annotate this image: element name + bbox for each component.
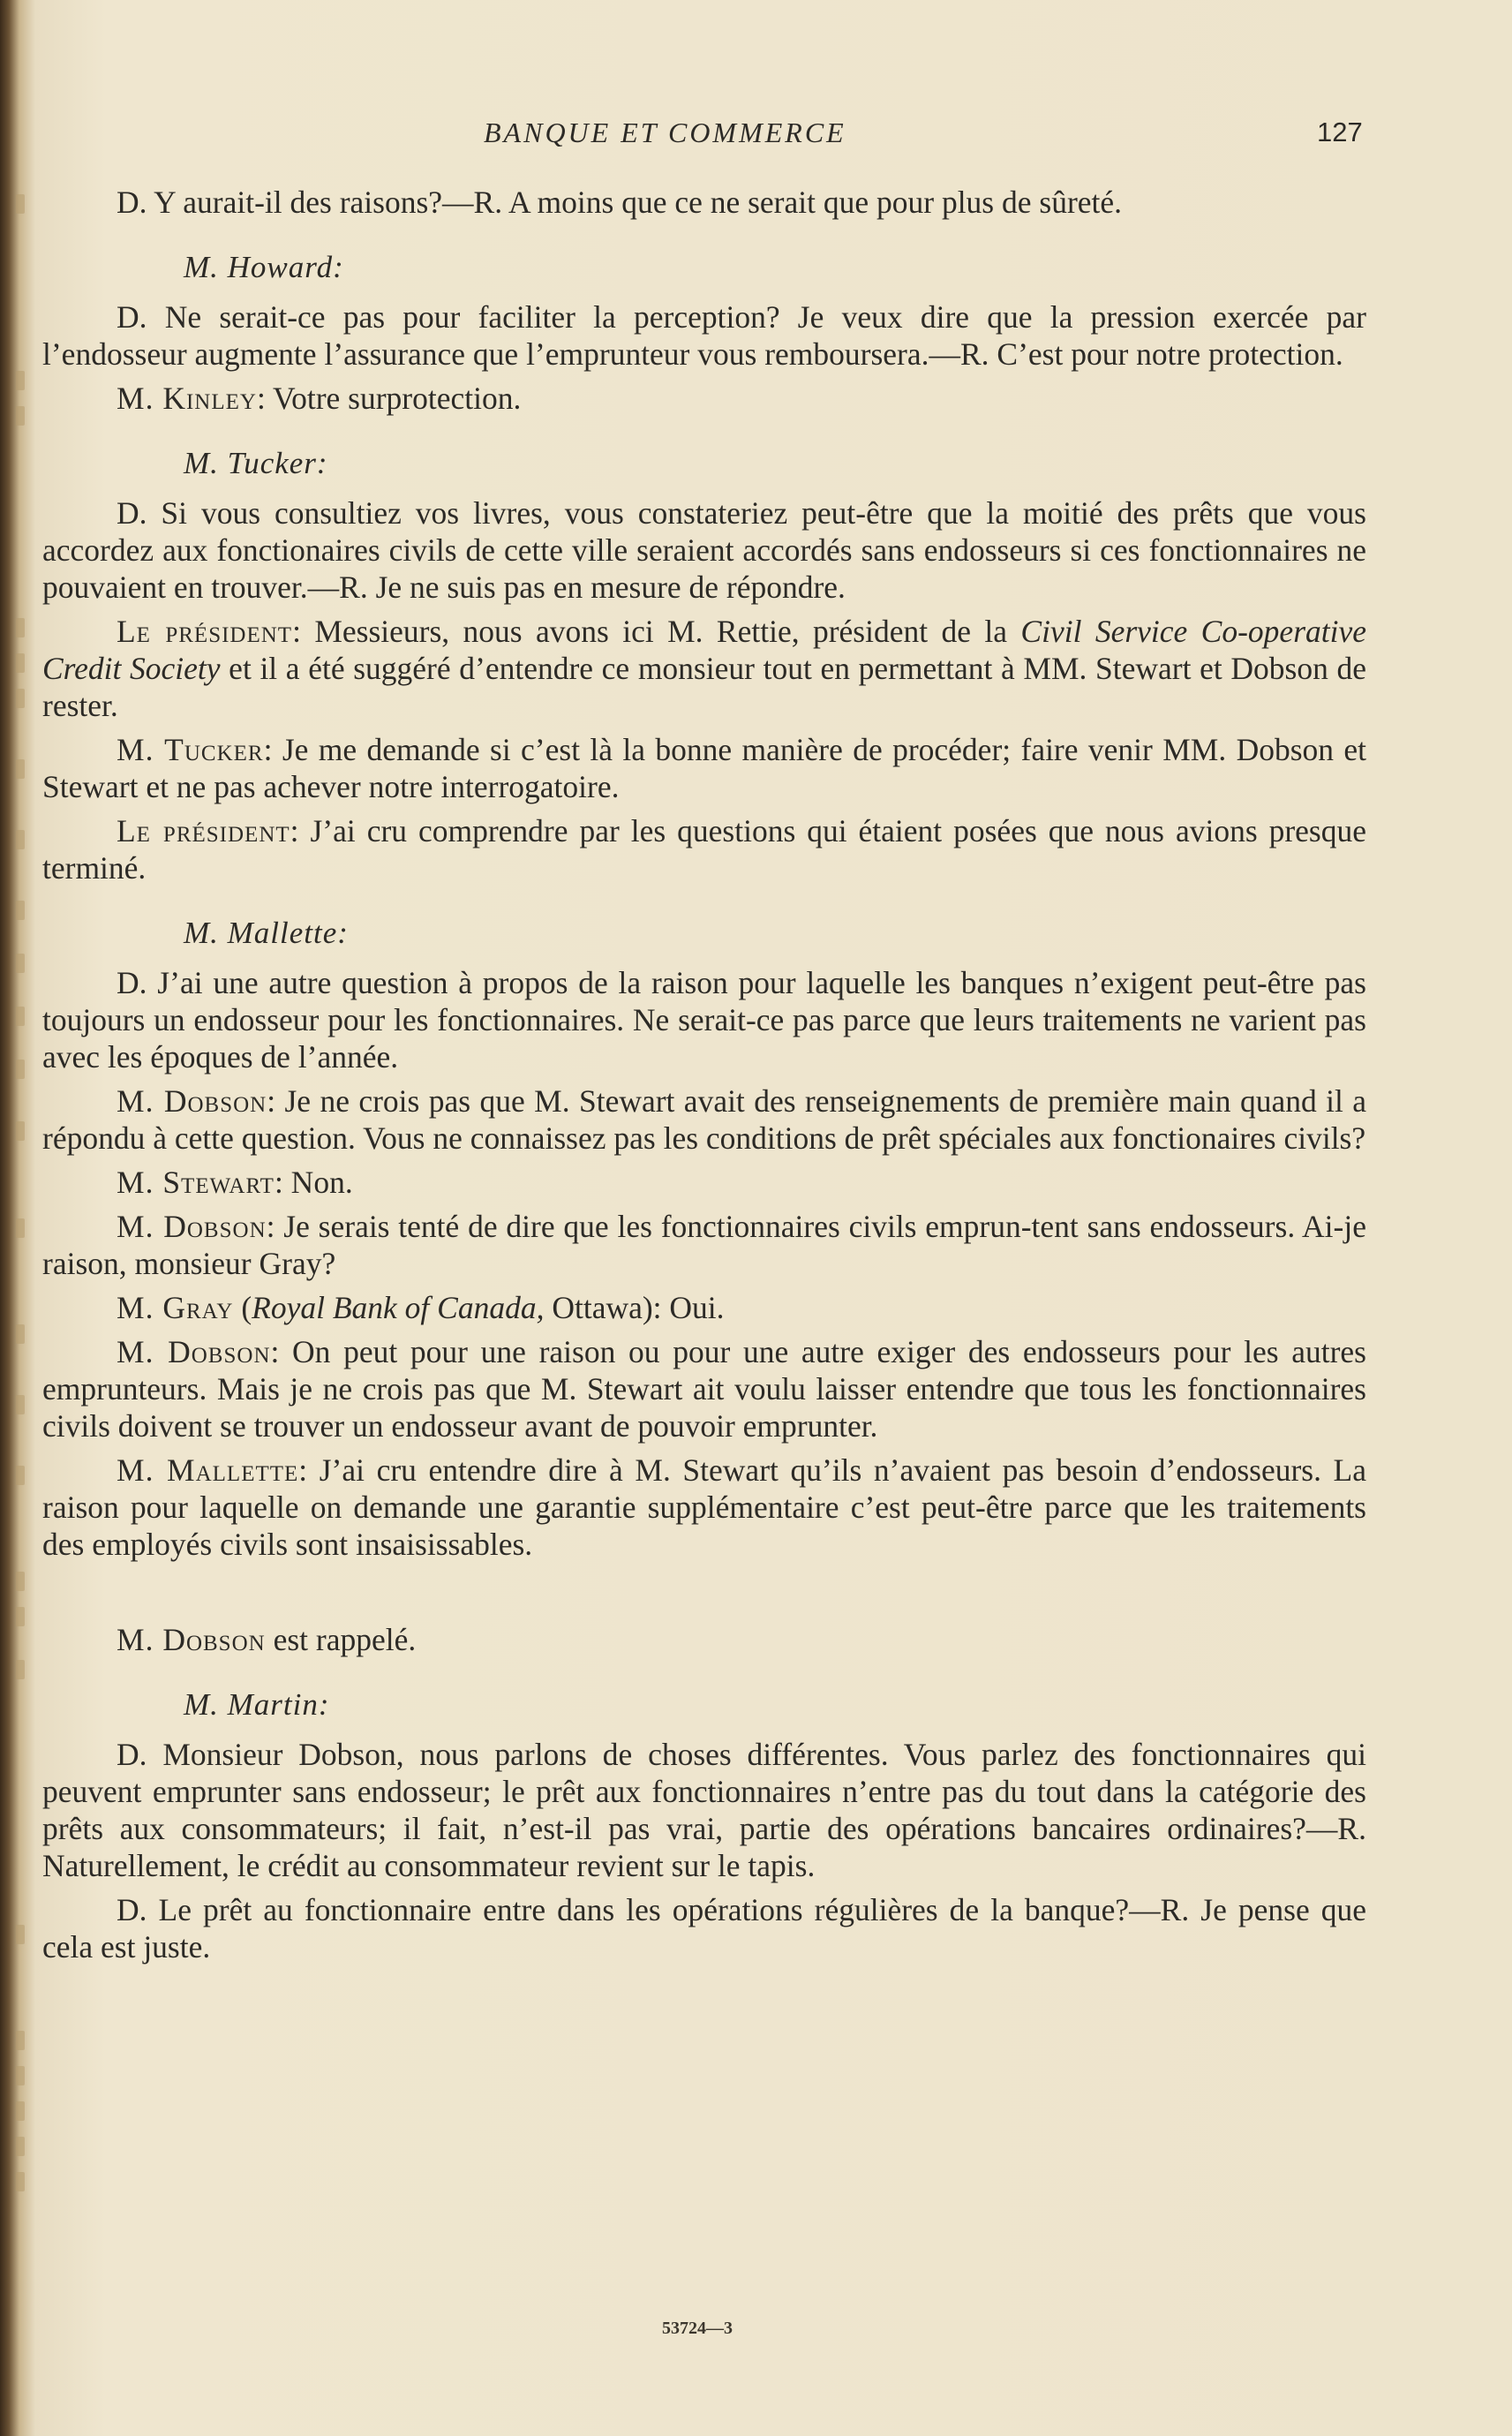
speaker-name: M. Gray [117, 1290, 234, 1325]
speech-text: : Messieurs, nous avons ici M. Rettie, président de la [292, 614, 1021, 649]
body-text [42, 184, 1366, 1972]
speech-text: : Je me demande si c’est là la bonne manière de procéder; faire venir MM. Dobson et Stewart et ne pas achever notre interrogatoire. [42, 732, 1367, 804]
speech-text: : On peut pour une raison ou pour une autre exiger des endosseurs pour les autres emprunteurs. Mais je ne crois pas que M. Stewart ait voulu laisser entendre que tous les fonctionnaires civils doivent se trouver un endosseur avant de pouvoir emprunter. [42, 1334, 1366, 1444]
speech-text: Ottawa): Oui. [544, 1290, 725, 1325]
gutter-mark [16, 1572, 25, 1591]
questioner-heading: M. Mallette: [184, 916, 349, 950]
printer-signature: 53724—3 [662, 2319, 733, 2338]
gutter-mark [16, 2066, 25, 2085]
gutter-mark [16, 759, 25, 779]
speaker-paragraph [42, 1621, 1366, 1658]
speaker-name: Le président [117, 614, 293, 649]
question-answer-paragraph: D. Si vous consultiez vos livres, vous constateriez peut-être que la moitié des prêts que vous accordez aux fonctionaires civils de cette ville seraient accordés sans endosseurs si ces fonctionnaires ne pouvaient en trouver.—R. Je ne suis pas en mesure de répondre. [42, 495, 1366, 605]
gutter-mark [16, 1060, 25, 1079]
page-number: 127 [1317, 117, 1363, 147]
questioner-heading: M. Tucker: [184, 446, 328, 480]
speaker-name: M. Stewart [117, 1165, 275, 1200]
questioner-heading: M. Martin: [184, 1687, 330, 1722]
speaker-paragraph [42, 1333, 1366, 1444]
speaker-paragraph [42, 1208, 1366, 1282]
speaker-paragraph [42, 1082, 1366, 1157]
gutter-mark [16, 2101, 25, 2121]
speech-text: : Je ne crois pas que M. Stewart avait des renseignements de première main quand il a répondu à cette question. Vous ne connaissez pas les conditions de prêt spéciales aux fonctionaires civils? [42, 1083, 1366, 1156]
gutter-mark [16, 1395, 25, 1414]
gutter-mark [16, 689, 25, 708]
questioner-heading: M. Howard: [184, 250, 344, 284]
speaker-paragraph [42, 1164, 1366, 1201]
gutter-mark [16, 1466, 25, 1485]
speaker-name: M. Dobson [117, 1334, 271, 1369]
gutter-mark [16, 1925, 25, 1944]
question-answer-paragraph: D. Le prêt au fonctionnaire entre dans les opérations régulières de la banque?—R. Je pense que cela est juste. [42, 1892, 1366, 1965]
speech-text: : Je serais tenté de dire que les fonctionnaires civils emprun-tent sans endosseurs. Ai-je raison, monsieur Gray? [42, 1209, 1366, 1281]
gutter-mark [16, 653, 25, 673]
speech-text: et il a été suggéré d’entendre ce monsieur tout en permettant à MM. Stewart et Dobson de rester. [42, 651, 1366, 723]
speech-text: est rappelé. [265, 1622, 417, 1657]
speaker-paragraph [42, 380, 1366, 417]
gutter-mark [16, 954, 25, 973]
speaker-name: M. Dobson [117, 1083, 267, 1119]
gutter-mark [16, 194, 25, 214]
gutter-mark [16, 1660, 25, 1679]
speaker-paragraph [42, 613, 1366, 724]
speech-text: : J’ai cru comprendre par les questions qui étaient posées que nous avions presque terminé. [42, 813, 1367, 886]
gutter-mark [16, 830, 25, 849]
speaker-paragraph [42, 1452, 1366, 1563]
speaker-name: M. Dobson [117, 1622, 266, 1657]
gutter-mark [16, 2137, 25, 2156]
speaker-name: M. Dobson [117, 1209, 267, 1244]
gutter-mark [16, 2031, 25, 2050]
speaker-paragraph [42, 731, 1366, 805]
running-title: BANQUE ET COMMERCE [484, 117, 846, 148]
gutter-mark [16, 1007, 25, 1026]
page-header [0, 117, 1512, 152]
question-answer-paragraph: D. Ne serait-ce pas pour faciliter la perception? Je veux dire que la pression exercée par l’endosseur augmente l’assurance que l’emprunteur vous remboursera.—R. C’est pour notre protection. [42, 299, 1366, 372]
speaker-name: Le président [117, 813, 290, 848]
gutter-mark [16, 371, 25, 390]
gutter-mark [16, 618, 25, 637]
gutter-mark [16, 1218, 25, 1238]
gutter-mark [16, 2172, 25, 2191]
question-answer-paragraph: D. Monsieur Dobson, nous parlons de choses différentes. Vous parlez des fonctionnaires qui peuvent emprunter sans endosseur; le prêt aux fonctionnaires n’entre pas du tout dans la catégorie des prêts aux consommateurs; il fait, n’est-il pas vrai, partie des opérations bancaires ordinaires?—R. Naturellement, le crédit au consommateur revient sur le tapis. [42, 1737, 1366, 1883]
question-answer-paragraph: D. J’ai une autre question à propos de la raison pour laquelle les banques n’exigent peut-être pas toujours un endosseur pour les fonctionnaires. Ne serait-ce pas parce que leurs traitements ne varient pas avec les époques de l’année. [42, 965, 1366, 1075]
italic-name: Civil Service Co-operative Credit Society [42, 614, 1366, 686]
gutter-mark [16, 901, 25, 920]
question-answer-paragraph: D. Y aurait-il des raisons?—R. A moins que ce ne serait que pour plus de sûreté. [117, 185, 1123, 220]
gutter-mark [16, 1324, 25, 1344]
speaker-paragraph [42, 1289, 1366, 1326]
italic-name: Royal Bank of Canada, [252, 1290, 545, 1325]
speaker-name: M. Mallette [117, 1452, 299, 1488]
speech-text: : Votre surprotection. [256, 381, 522, 416]
binding-gutter [16, 194, 42, 2402]
section-spacer [42, 1570, 1366, 1621]
speech-text: ( [233, 1290, 252, 1325]
speaker-name: M. Kinley [117, 381, 257, 416]
speaker-name: M. Tucker [117, 732, 264, 767]
speech-text: : Non. [274, 1165, 353, 1200]
gutter-mark [16, 1607, 25, 1626]
gutter-mark [16, 406, 25, 426]
speech-text: : J’ai cru entendre dire à M. Stewart qu’ils n’avaient pas besoin d’endosseurs. La raison pour laquelle on demande une garantie supplémentaire c’est peut-être parce que les traitements des employés civils sont insaisissables. [42, 1452, 1367, 1562]
gutter-mark [16, 1121, 25, 1141]
speaker-paragraph [42, 812, 1366, 886]
